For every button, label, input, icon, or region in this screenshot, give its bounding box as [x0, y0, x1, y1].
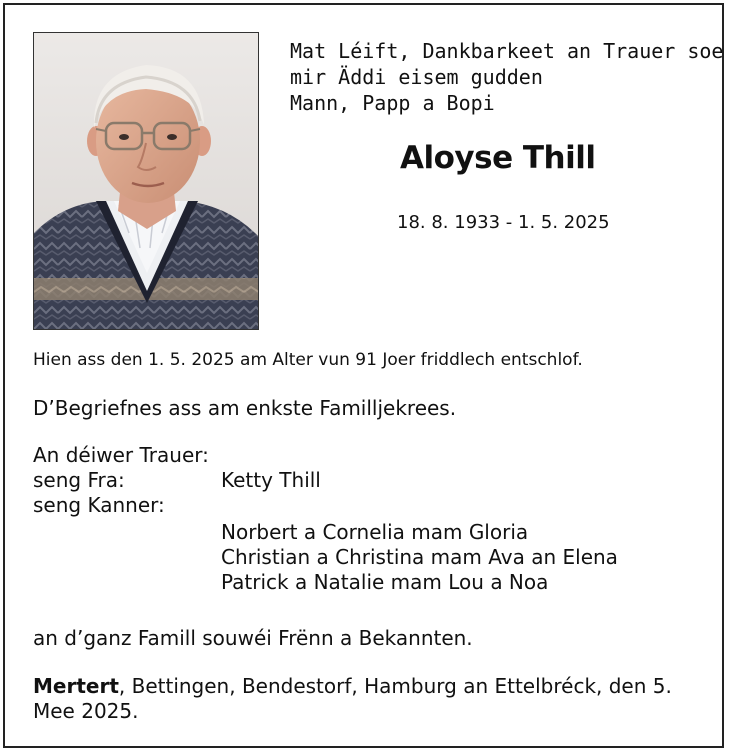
wife-label: seng Fra: [33, 468, 125, 492]
intro-line: Mann, Papp a Bopi [290, 91, 495, 115]
intro-line: Mat Léift, Dankbarkeet an Trauer soe [290, 39, 724, 63]
portrait-image [34, 33, 259, 330]
portrait-photo [33, 32, 259, 330]
place-rest: , Bettingen, Bendestorf, Hamburg an Ettelbréck, den 5. Mee 2025. [33, 674, 672, 723]
intro-text [290, 38, 723, 116]
place-name-bold: Mertert [33, 674, 119, 698]
list-item: Norbert a Cornelia mam Gloria [221, 520, 529, 544]
death-statement: Hien ass den 1. 5. 2025 am Alter vun 91 Joer friddlech entschlof. [33, 350, 583, 370]
list-item: Christian a Christina mam Ava an Elena [221, 545, 618, 569]
deceased-name: Aloyse Thill [400, 140, 596, 176]
life-dates: 18. 8. 1933 - 1. 5. 2025 [397, 212, 610, 233]
children-label: seng Kanner: [33, 493, 165, 517]
wife-name: Ketty Thill [221, 468, 321, 492]
funeral-statement: D’Begriefnes ass am enkste Familljekrees. [33, 396, 457, 420]
place-date-line [33, 674, 703, 724]
mourners-heading: An déiwer Trauer: [33, 443, 209, 467]
family-line: an d’ganz Famill souwéi Frënn a Bekannten. [33, 626, 473, 650]
list-item: Patrick a Natalie mam Lou a Noa [221, 570, 549, 594]
children-list [221, 520, 618, 595]
intro-line: mir Äddi eisem gudden [290, 65, 543, 89]
